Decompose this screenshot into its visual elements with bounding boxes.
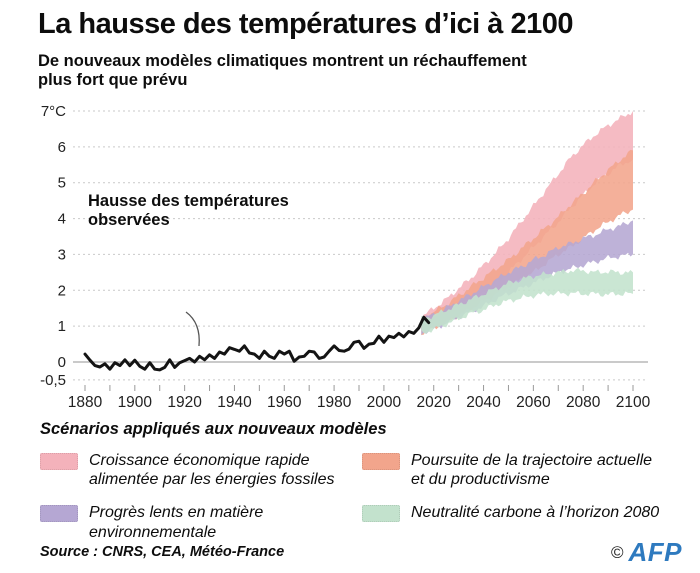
y-tick-label: 4 xyxy=(57,210,66,228)
y-tick-label: 2 xyxy=(57,282,66,300)
y-tick-label: 5 xyxy=(57,174,66,192)
annotation-line-2: observées xyxy=(88,210,170,229)
y-tick-label: 1 xyxy=(57,318,66,336)
observed-annotation xyxy=(88,192,348,230)
x-tick-label: 2060 xyxy=(516,394,551,411)
subtitle-line-1: De nouveaux modèles climatiques montrent un réchauffement xyxy=(38,52,527,70)
annotation-leader-line xyxy=(186,312,199,346)
legend-label: Croissance économique rapide alimentée par les énergies fossiles xyxy=(89,452,335,489)
temperature-chart xyxy=(0,96,700,412)
x-tick-label: 2100 xyxy=(615,394,651,411)
afp-logo: AFP xyxy=(628,537,682,567)
current-trajectory-swatch xyxy=(362,453,400,470)
legend-label: Poursuite de la trajectoire actuelle et du productivisme xyxy=(411,452,653,489)
x-tick-label: 2000 xyxy=(366,394,402,411)
x-tick-label: 1960 xyxy=(267,394,302,411)
x-tick-label: 1880 xyxy=(67,394,103,411)
page-title: La hausse des températures d’ici à 2100 xyxy=(38,8,573,40)
y-tick-label: 6 xyxy=(57,138,66,156)
y-tick-label: 3 xyxy=(57,246,66,264)
x-tick-label: 1920 xyxy=(167,394,202,411)
legend-grid xyxy=(40,451,680,542)
annotation-line-1: Hausse des températures xyxy=(88,192,289,210)
x-tick-label: 2020 xyxy=(416,394,451,411)
subtitle-line-2: plus fort que prévu xyxy=(38,71,188,90)
x-tick-label: 1940 xyxy=(217,394,252,411)
chart-area xyxy=(0,96,700,412)
y-tick-label: -0,5 xyxy=(40,371,66,389)
fossil-swatch xyxy=(40,453,78,470)
x-tick-label: 2080 xyxy=(565,394,601,411)
legend-label: Neutralité carbone à l’horizon 2080 xyxy=(411,504,660,522)
legend-item-carbon-neutral xyxy=(362,503,680,541)
carbon-neutral-swatch xyxy=(362,505,400,522)
y-tick-label: 0 xyxy=(57,354,66,371)
x-tick-label: 2040 xyxy=(466,394,501,411)
legend-item-slow-progress xyxy=(40,503,362,541)
source-credit: Source : CNRS, CEA, Météo-France xyxy=(40,544,285,560)
legend-item-current-trajectory xyxy=(362,451,680,489)
copyright-icon: © xyxy=(610,542,624,562)
legend-item-fossil xyxy=(40,451,362,489)
legend-label: Progrès lents en matière environnementale xyxy=(89,504,264,541)
slow-progress-swatch xyxy=(40,505,78,522)
x-tick-label: 1980 xyxy=(316,394,352,411)
page-subtitle xyxy=(38,52,658,91)
legend xyxy=(40,420,680,542)
agency-credit xyxy=(611,537,682,568)
x-tick-label: 1900 xyxy=(117,394,153,411)
y-tick-label: 7°C xyxy=(40,103,66,120)
legend-title: Scénarios appliqués aux nouveaux modèles xyxy=(40,420,387,438)
